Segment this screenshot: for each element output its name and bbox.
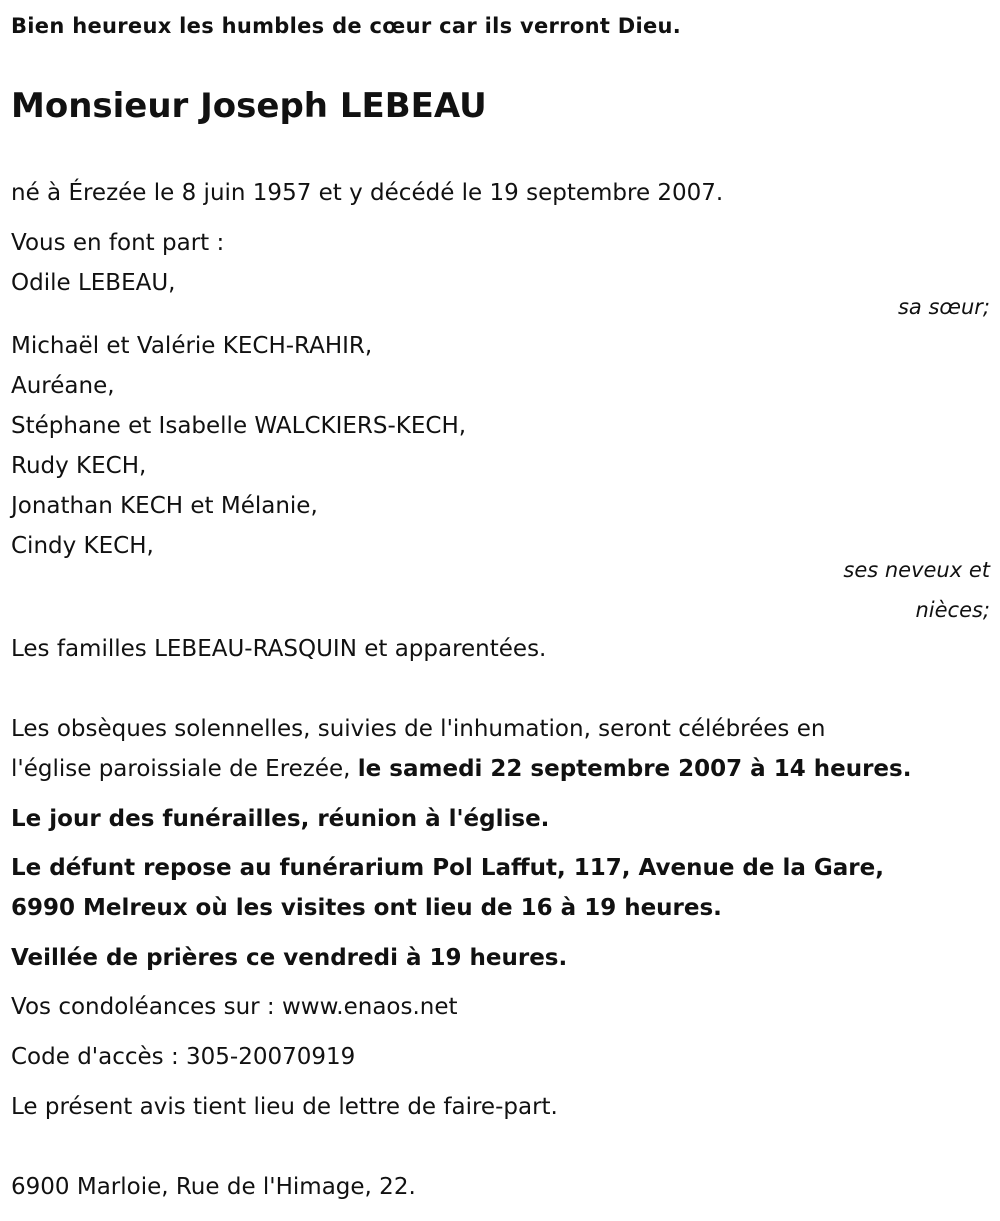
address: 6900 Marloie, Rue de l'Himage, 22.	[11, 1174, 416, 1200]
nephew-line: Stéphane et Isabelle WALCKIERS-KECH,	[11, 413, 467, 439]
nephew-line: Cindy KECH,	[11, 533, 154, 559]
ceremony-date: le samedi 22 septembre 2007 à 14 heures.	[357, 756, 912, 782]
condolences: Vos condoléances sur : www.enaos.net	[11, 994, 458, 1020]
sister-relation: sa sœur;	[897, 295, 990, 319]
ceremony-place: l'église paroissiale de Erezée,	[11, 756, 358, 782]
announce-intro: Vous en font part :	[11, 230, 225, 256]
meeting-info: Le jour des funérailles, réunion à l'église.	[11, 806, 550, 832]
rest-line1: Le défunt repose au funérarium Pol Laffut, 117, Avenue de la Gare,	[11, 855, 884, 881]
families: Les familles LEBEAU-RASQUIN et apparentées.	[11, 636, 547, 662]
nephews-relation-line2: nièces;	[915, 598, 990, 622]
nephew-line: Jonathan KECH et Mélanie,	[11, 493, 318, 519]
notice: Le présent avis tient lieu de lettre de faire-part.	[11, 1094, 558, 1120]
access-code: Code d'accès : 305-20070919	[11, 1044, 356, 1070]
deceased-name: Monsieur Joseph LEBEAU	[11, 86, 487, 126]
obituary-notice	[11, 0, 990, 1221]
nephew-line: Rudy KECH,	[11, 453, 147, 479]
ceremony-line2	[11, 754, 911, 784]
motto: Bien heureux les humbles de cœur car ils verront Dieu.	[11, 14, 682, 38]
vigil-info: Veillée de prières ce vendredi à 19 heures.	[11, 945, 568, 971]
birth-death-dates: né à Érezée le 8 juin 1957 et y décédé le 19 septembre 2007.	[11, 180, 724, 206]
nephews-relation-line1: ses neveux et	[843, 558, 990, 582]
nephew-line: Michaël et Valérie KECH-RAHIR,	[11, 333, 373, 359]
rest-line2: 6990 Melreux où les visites ont lieu de 16 à 19 heures.	[11, 895, 722, 921]
sister-name: Odile LEBEAU,	[11, 270, 176, 296]
nephew-line: Auréane,	[11, 373, 115, 399]
ceremony-line1: Les obsèques solennelles, suivies de l'inhumation, seront célébrées en	[11, 716, 826, 742]
